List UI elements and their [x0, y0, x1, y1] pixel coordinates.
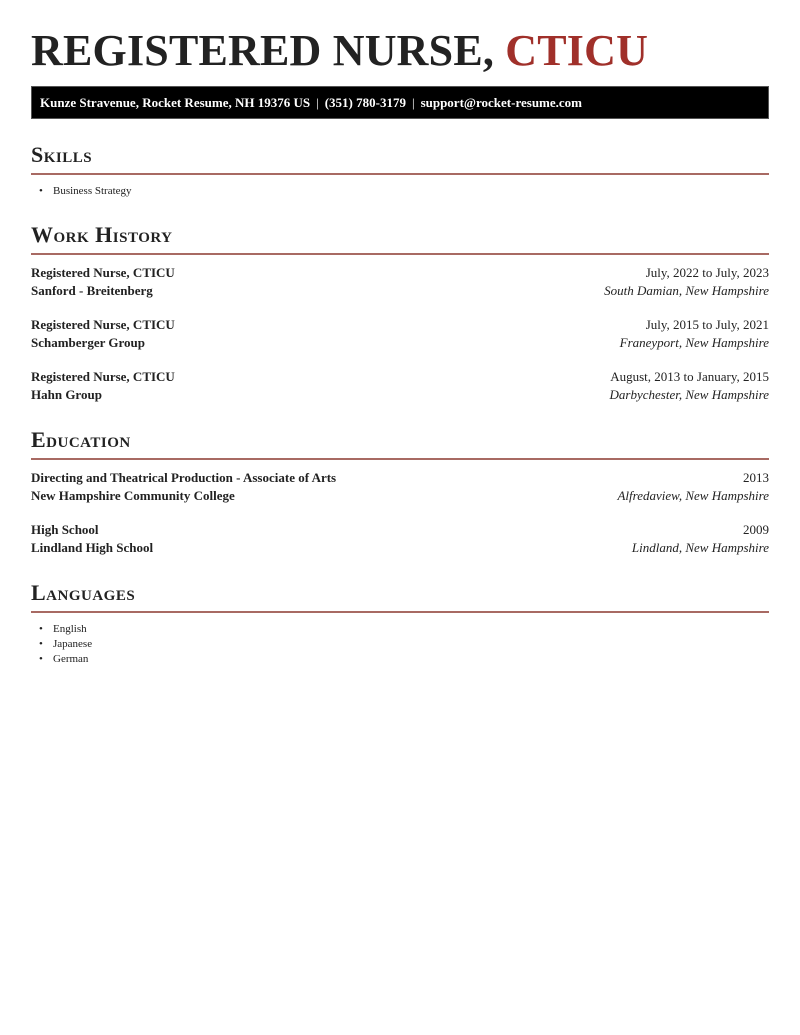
language-item: • English: [31, 622, 769, 637]
job-dates: July, 2015 to July, 2021: [645, 317, 769, 332]
job-location: Darbychester, New Hampshire: [609, 387, 769, 402]
work-history-section: [31, 221, 769, 404]
job-dates: August, 2013 to January, 2015: [610, 369, 769, 384]
skills-section: [31, 141, 769, 199]
language-item: • German: [31, 652, 769, 667]
graduation-year: 2013: [743, 470, 769, 485]
company-name: Sanford - Breitenberg: [31, 283, 153, 298]
resume-page: [31, 0, 769, 667]
work-entry: [31, 368, 769, 404]
contact-address: Kunze Stravenue, Rocket Resume, NH 19376 US: [40, 95, 311, 110]
graduation-year: 2009: [743, 522, 769, 537]
school-name: New Hampshire Community College: [31, 488, 235, 503]
skills-list: [31, 184, 769, 199]
contact-bar: [31, 86, 769, 119]
contact-email[interactable]: support@rocket-resume.com: [420, 95, 583, 110]
degree: Directing and Theatrical Production - Associate of Arts: [31, 470, 337, 485]
school-location: Alfredaview, New Hampshire: [617, 488, 769, 503]
contact-phone: (351) 780-3179: [324, 95, 406, 110]
contact-separator: |: [316, 95, 319, 110]
job-title: Registered Nurse, CTICU: [31, 265, 175, 280]
education-entry: [31, 521, 769, 557]
section-heading-languages: Languages: [31, 579, 769, 613]
school-name: Lindland High School: [31, 540, 154, 555]
job-title: Registered Nurse, CTICU: [31, 317, 175, 332]
job-dates: July, 2022 to July, 2023: [645, 265, 769, 280]
job-location: Franeyport, New Hampshire: [619, 335, 769, 350]
company-name: Hahn Group: [31, 387, 102, 402]
school-location: Lindland, New Hampshire: [631, 540, 769, 555]
education-entry: [31, 469, 769, 505]
language-item: • Japanese: [31, 637, 769, 652]
skill-item: • Business Strategy: [31, 184, 769, 199]
languages-section: [31, 579, 769, 667]
section-heading-education: Education: [31, 426, 769, 460]
contact-separator: |: [411, 95, 415, 110]
job-title: Registered Nurse, CTICU: [31, 369, 175, 384]
work-entry: [31, 264, 769, 300]
resume-title: [31, 0, 769, 76]
title-accent: CTICU: [505, 26, 649, 75]
degree: High School: [31, 522, 99, 537]
section-heading-work-history: Work History: [31, 221, 769, 255]
languages-list: [31, 622, 769, 667]
job-location: South Damian, New Hampshire: [604, 283, 769, 298]
title-main: REGISTERED NURSE,: [31, 26, 506, 75]
section-heading-skills: Skills: [31, 141, 769, 175]
work-entry: [31, 316, 769, 352]
education-section: [31, 426, 769, 557]
company-name: Schamberger Group: [31, 335, 145, 350]
